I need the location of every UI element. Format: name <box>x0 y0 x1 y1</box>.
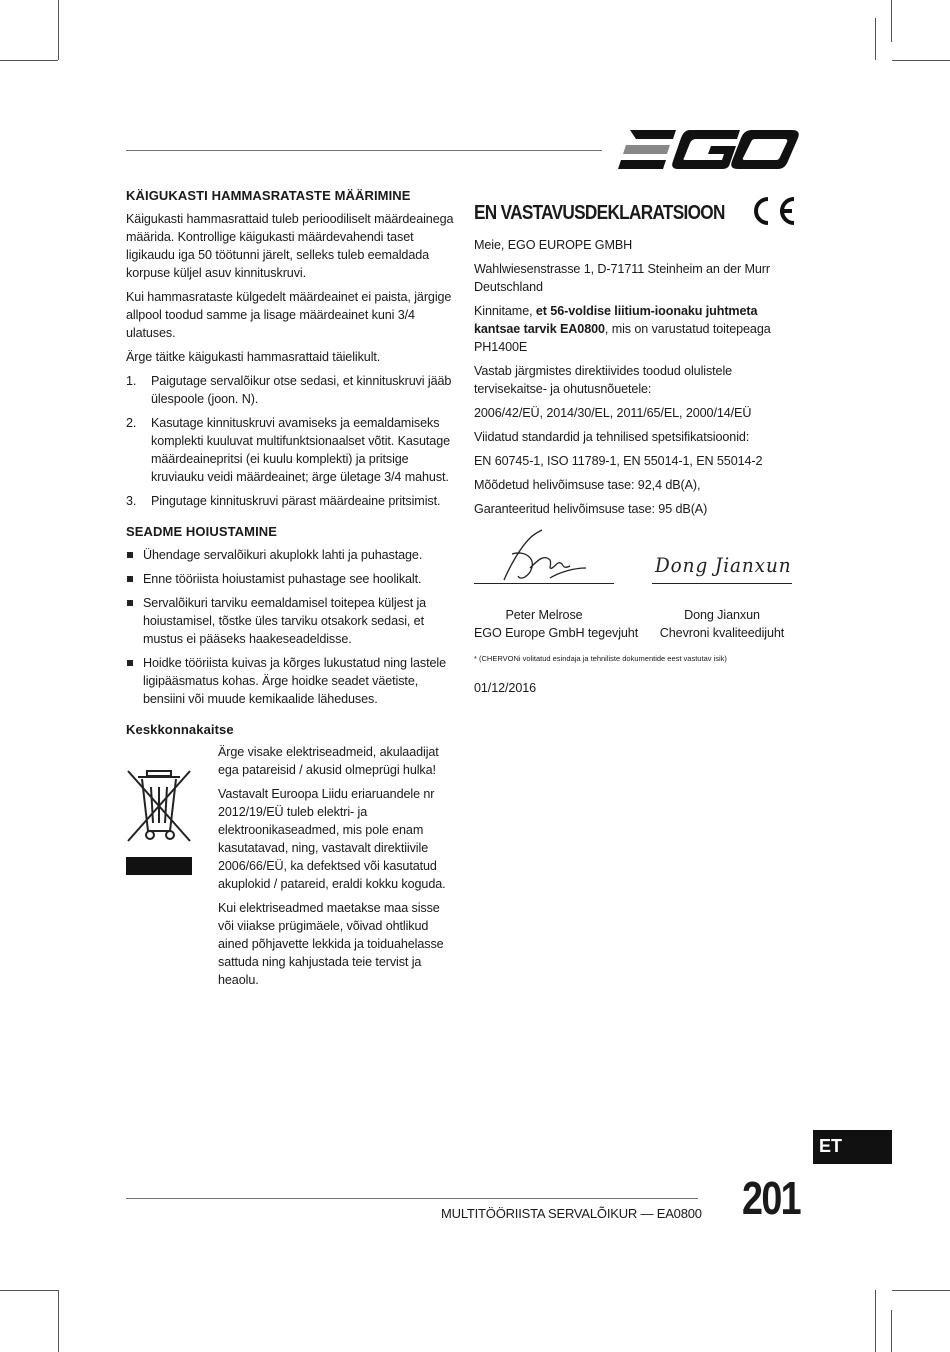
signer-name: Peter Melrose <box>505 608 583 622</box>
crop-mark <box>875 1290 876 1352</box>
crop-mark <box>0 60 58 61</box>
list-item <box>126 594 456 648</box>
crop-mark <box>58 1290 59 1352</box>
list-item <box>126 492 456 510</box>
declaration-prefix: Kinnitame, <box>474 304 536 318</box>
language-tab <box>813 1130 892 1164</box>
declaration-title: EN VASTAVUSDEKLARATSIOON <box>474 202 725 224</box>
crop-mark <box>0 1290 58 1291</box>
bullet-text: Servalõikuri tarviku eemaldamisel toitepea küljest ja hoiustamisel, tõstke üles tarviku otsakork sedasi, et mustus ei pääseks haakeseadeldisse. <box>143 596 427 646</box>
crop-mark <box>875 18 876 60</box>
bullet-icon <box>127 600 133 606</box>
bullet-text: Hoidke tööriista kuivas ja kõrges lukustatud ning lastele ligipääsmatus kohas. Ärge hoidke seadet väetiste, bensiini või muude kemikaalide läheduses. <box>143 656 447 706</box>
directives-intro: Vastab järgmistes direktiivides toodud olulistele tervisekaitse- ja ohutusnõuetele: <box>474 364 733 396</box>
gearbox-paragraph: Ärge täitke käigukasti hammasrattaid täielikult. <box>126 350 381 364</box>
header-rule <box>126 150 602 151</box>
crop-mark <box>892 1290 950 1291</box>
company-address: Wahlwiesenstrasse 1, D-71711 Steinheim an der Murr Deutschland <box>474 262 770 294</box>
signature-line <box>652 583 792 584</box>
step-number: 2. <box>126 416 137 430</box>
environment-paragraph: Ärge visake elektriseadmeid, akulaadijat ega patareisid / akusid olmeprügi hulka! <box>218 745 439 777</box>
measured-sound-level: Mõõdetud helivõimsuse tase: 92,4 dB(A), <box>474 478 701 492</box>
page-number: 201 <box>742 1172 801 1224</box>
list-item <box>126 570 456 588</box>
footer-title: MULTITÖÖRIISTA SERVALÕIKUR — EA0800 <box>441 1206 702 1221</box>
language-code: ET <box>819 1136 843 1156</box>
step-text: Pingutage kinnituskruvi pärast määrdeaine pritsimist. <box>151 494 441 508</box>
step-text: Kasutage kinnituskruvi avamiseks ja eemaldamiseks komplekti kuuluvat multifunktsionaalset võtit. Kasutage määrdeainepritsi (ei kuulu komplekti) ja pritsige kruviauku veidi määrdeainet; ärge ületage 3/4 mahust. <box>151 416 451 484</box>
crop-mark <box>891 0 892 42</box>
list-item <box>126 546 456 564</box>
bullet-icon <box>127 576 133 582</box>
step-number: 3. <box>126 494 137 508</box>
signer-name: Dong Jianxun <box>684 608 760 622</box>
environment-paragraph: Vastavalt Euroopa Liidu eriaruandele nr 2012/19/EÜ tuleb elektri- ja elektroonikaseadmed, mis pole enam kasutatavad, ning, vastavalt direktiivile 2006/66/EÜ, ka defektsed või kasutatud akuplokid / patareid, eraldi kokku koguda. <box>218 787 446 891</box>
crop-mark <box>58 0 59 60</box>
environment-heading: Keskkonnakaitse <box>126 722 234 737</box>
signature-dong-jianxun: Dong Jianxun <box>655 553 792 577</box>
bullet-text: Ühendage servalõikuri akuplokk lahti ja puhastage. <box>143 548 423 562</box>
standards-intro: Viidatud standardid ja tehnilised spetsifikatsioonid: <box>474 430 750 444</box>
weee-bin-icon <box>126 765 192 877</box>
list-item <box>126 654 456 708</box>
company-name: Meie, EGO EUROPE GMBH <box>474 238 633 252</box>
list-item <box>126 372 456 408</box>
signature-line <box>474 583 614 584</box>
footer-rule <box>126 1198 698 1199</box>
standards-list: EN 60745-1, ISO 11789-1, EN 55014-1, EN 55014-2 <box>474 454 763 468</box>
bullet-text: Enne tööriista hoiustamist puhastage see hoolikalt. <box>143 572 422 586</box>
crop-mark <box>892 60 950 61</box>
gearbox-paragraph: Kui hammasrataste külgedelt määrdeainet ei paista, järgige allpool toodud samme ja lisage määrdeainet kuni 3/4 ulatuses. <box>126 290 452 340</box>
bullet-icon <box>127 660 133 666</box>
step-text: Paigutage servalõikur otse sedasi, et kinnituskruvi jääb ülespoole (joon. N). <box>151 374 452 406</box>
declaration-statement <box>474 302 804 356</box>
signer-role: Chevroni kvaliteedijuht <box>659 626 785 640</box>
signature-peter-melrose <box>490 528 590 584</box>
footnote: * (CHERVONi volitatud esindaja ja tehniliste dokumentide eest vastutav isik) <box>474 654 727 663</box>
declaration-date: 01/12/2016 <box>474 681 537 695</box>
declaration-suffix: , mis on varustatud toitepeaga PH1400E <box>474 322 771 354</box>
crop-mark <box>891 1310 892 1352</box>
signer-role: EGO Europe GmbH tegevjuht <box>474 626 639 640</box>
environment-paragraph: Kui elektriseadmed maetakse maa sisse või viiakse prügimäele, võivad ohtlikud ained põhjavette lekkida ja toiduahelasse sattuda ning kahjustada teie tervist ja heaolu. <box>218 901 444 987</box>
product-name: et 56-voldise liitium-ioonaku juhtmeta kantsae tarvik EA0800 <box>474 304 758 336</box>
storage-heading: SEADME HOIUSTAMINE <box>126 524 278 539</box>
ego-logo <box>618 128 800 172</box>
step-number: 1. <box>126 374 137 388</box>
ce-mark-icon <box>746 196 798 226</box>
guaranteed-sound-level: Garanteeritud helivõimsuse tase: 95 dB(A) <box>474 502 708 516</box>
bullet-icon <box>127 552 133 558</box>
gearbox-heading: KÄIGUKASTI HAMMASRATASTE MÄÄRIMINE <box>126 188 411 203</box>
list-item <box>126 414 456 486</box>
directives-list: 2006/42/EÜ, 2014/30/EL, 2011/65/EL, 2000/14/EÜ <box>474 406 752 420</box>
gearbox-paragraph: Käigukasti hammasrattaid tuleb perioodiliselt määrdeainega määrida. Kontrollige käigukasti määrdevahendi taset ligikaudu iga 50 töötunni järelt, selleks tuleb eemaldada korpuse küljel asuv kinnituskruvi. <box>126 212 454 280</box>
